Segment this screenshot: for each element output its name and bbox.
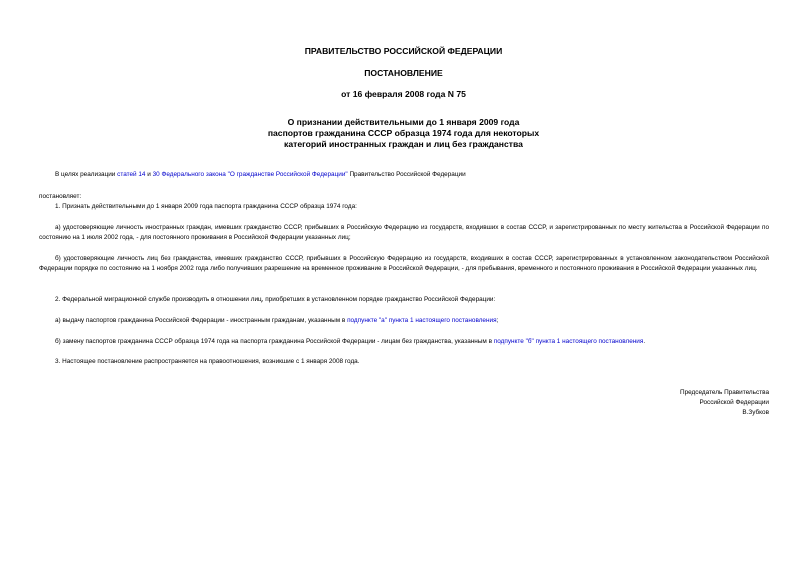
document-title [0,117,807,150]
item-1b: б) удостоверяющие личность лиц без гражданства, имевших гражданство СССР, прибывших в Российскую Федерацию из государств, входивших в состав СССР, зарегистрированных в установленном законодательством Российской Федерации порядке по состоянию на 1 ноября 2002 года либо получивших разрешение на временное проживание в Российской Федерации, - для пребывания, временного и постоянного проживания в Российской Федерации указанных лиц. [39,255,769,272]
doc-type-heading: ПОСТАНОВЛЕНИЕ [364,68,443,78]
link-citizenship-law[interactable]: 30 Федерального закона "О гражданстве Российской Федерации" [152,171,348,178]
item-3: 3. Настоящее постановление распространяется на правоотношения, возникшие с 1 января 2008 года. [55,358,360,365]
preamble [39,170,769,180]
signature-title-1: Председатель Правительства [680,389,769,396]
item-2a-suffix: ; [496,317,499,324]
signature-block [680,388,769,418]
item-1a: а) удостоверяющие личность иностранных граждан, имевших гражданство СССР, прибывших в Российскую Федерацию из государств, входивших в состав СССР, и зарегистрированных по месту жительства в Российской Федерации по состоянию на 1 июля 2002 года, - для постоянного проживания в Российской Федерации указанных лиц; [39,224,769,241]
link-subparagraph-b[interactable]: подпункте "б" пункта 1 настоящего постановления [493,338,644,345]
decrees-word: постановляет: [39,193,82,200]
item-2b [39,337,769,347]
item-2b-prefix: б) замену паспортов гражданина СССР образца 1974 года на паспорта гражданина Российской Федерации - лицам без гражданства, указанным в [55,338,494,345]
item-2: 2. Федеральной миграционной службе производить в отношении лиц, приобретших в установленном порядке гражданство Российской Федерации: [55,296,496,303]
signature-title-2: Российской Федерации [699,399,769,406]
link-subparagraph-a[interactable]: подпункте "а" пункта 1 настоящего постановления [347,317,497,324]
item-2b-suffix: . [643,338,646,345]
title-line-1: О признании действительными до 1 января 2009 года [287,117,520,127]
preamble-prefix: В целях реализации [55,171,118,178]
title-line-2: паспортов гражданина СССР образца 1974 года для некоторых [267,128,540,138]
item-2a-prefix: а) выдачу паспортов гражданина Российской Федерации - иностранным гражданам, указанным в [55,317,348,324]
government-heading: ПРАВИТЕЛЬСТВО РОССИЙСКОЙ ФЕДЕРАЦИИ [304,46,503,56]
date-number: от 16 февраля 2008 года N 75 [341,89,466,99]
link-article-14[interactable]: статей 14 [117,171,146,178]
signature-name: В.Зубков [742,409,769,416]
title-line-3: категорий иностранных граждан и лиц без гражданства [284,139,523,149]
preamble-suffix: Правительство Российской Федерации [347,171,466,178]
item-1: 1. Признать действительными до 1 января 2009 года паспорта гражданина СССР образца 1974 года: [55,203,357,210]
preamble-mid: и [145,171,153,178]
item-2a [39,316,769,326]
